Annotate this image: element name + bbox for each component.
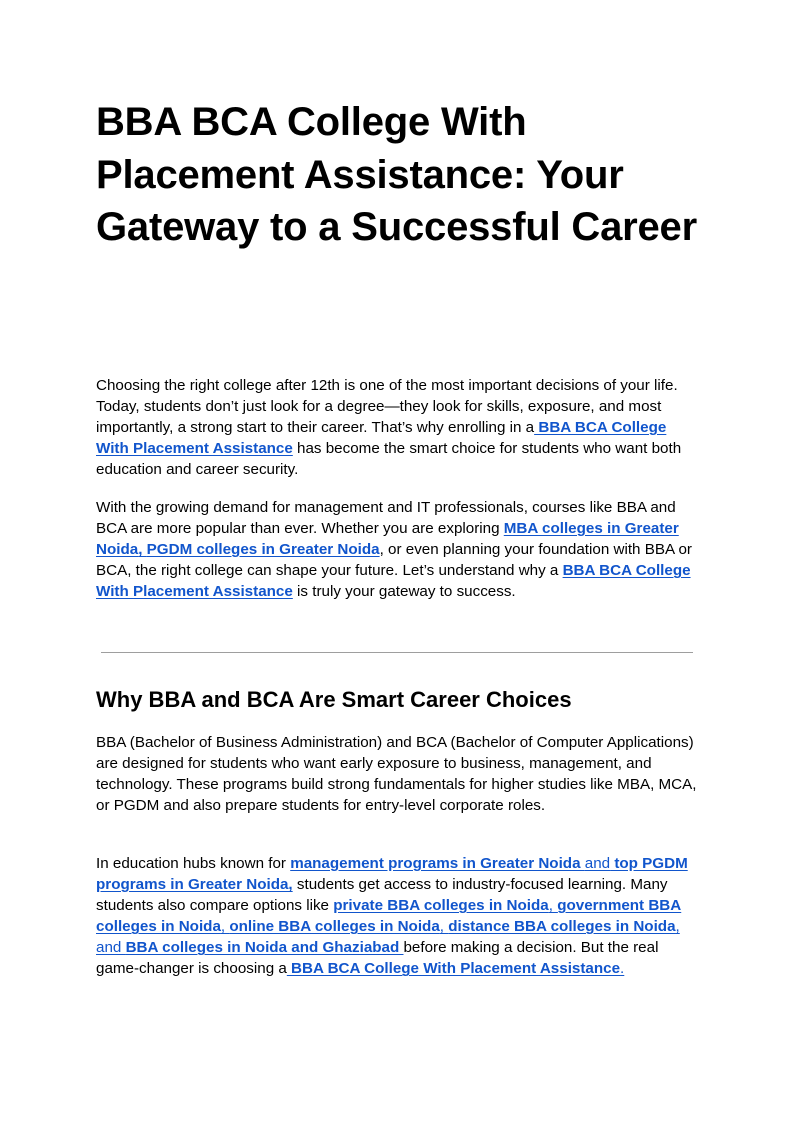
distance-bba-colleges-link[interactable]: distance BBA colleges in Noida: [448, 918, 676, 936]
para4-text-1: In education hubs known for: [96, 855, 291, 872]
management-programs-link[interactable]: management programs in Greater Noida: [290, 855, 585, 872]
bba-bca-college-link-3[interactable]: BBA BCA College With Placement Assistance: [286, 960, 621, 978]
intro-paragraph: [96, 375, 701, 480]
link-comma-1[interactable]: ,: [548, 897, 558, 915]
page-title: BBA BCA College With Placement Assistance: Your Gateway to a Successful Career: [96, 100, 697, 249]
link-comma-3[interactable]: ,: [439, 918, 449, 936]
programs-paragraph: BBA (Bachelor of Business Administration) and BCA (Bachelor of Computer Applications) are designed for students who want early exposure to business, management, and technology. These programs build strong fundamentals for higher studies like MBA, MCA, or PGDM and also prepare students for entry-level corporate roles.: [96, 734, 697, 815]
government-bba-colleges-link[interactable]: government BBA colleges in Noida: [96, 897, 682, 936]
para2-text-2: , or even planning your foundation with BBA or BCA, the right college can shape your future. Let’s understand why a: [96, 541, 692, 580]
intro-text-2: has become the smart choice for students who want both education and career security.: [96, 440, 682, 479]
bba-colleges-noida-ghaziabad-link[interactable]: BBA colleges in Noida and Ghaziabad: [125, 939, 404, 957]
and-link-text[interactable]: and: [584, 855, 611, 872]
top-pgdm-programs-link[interactable]: top PGDM programs in Greater Noida,: [96, 855, 688, 894]
demand-paragraph: [96, 497, 701, 602]
horizontal-divider: [101, 652, 693, 653]
pgdm-colleges-link[interactable]: PGDM colleges in Greater Noida: [146, 541, 380, 559]
bba-bca-college-link-2[interactable]: BBA BCA College With Placement Assistance: [96, 562, 691, 601]
para4-text-3: before making a decision. But the real game-changer is choosing a: [96, 939, 659, 978]
link-comma-2[interactable]: ,: [220, 918, 230, 936]
education-hubs-paragraph: [96, 853, 701, 980]
para2-text-3: is truly your gateway to success.: [292, 583, 516, 601]
link-separator[interactable]: ,: [138, 541, 147, 559]
online-bba-colleges-link[interactable]: online BBA colleges in Noida: [229, 918, 440, 936]
link-comma-and[interactable]: , and: [96, 918, 680, 957]
mba-colleges-link[interactable]: MBA colleges in Greater Noida: [96, 520, 679, 559]
para4-text-2: students get access to industry-focused learning. Many students also compare options like: [96, 876, 668, 915]
link-period[interactable]: .: [620, 960, 625, 978]
bba-bca-college-link[interactable]: BBA BCA College With Placement Assistance: [96, 419, 667, 458]
section-heading: Why BBA and BCA Are Smart Career Choices: [96, 687, 572, 712]
private-bba-colleges-link[interactable]: private BBA colleges in Noida: [333, 897, 549, 915]
intro-text-1: Choosing the right college after 12th is one of the most important decisions of your life. Today, students don’t just look for a degree—they look for skills, exposure, and most importantly, a strong start to their career. That’s why enrolling in a: [96, 377, 678, 437]
para2-text-1: With the growing demand for management and IT professionals, courses like BBA and BCA are more popular than ever. Whether you are exploring: [96, 499, 676, 538]
